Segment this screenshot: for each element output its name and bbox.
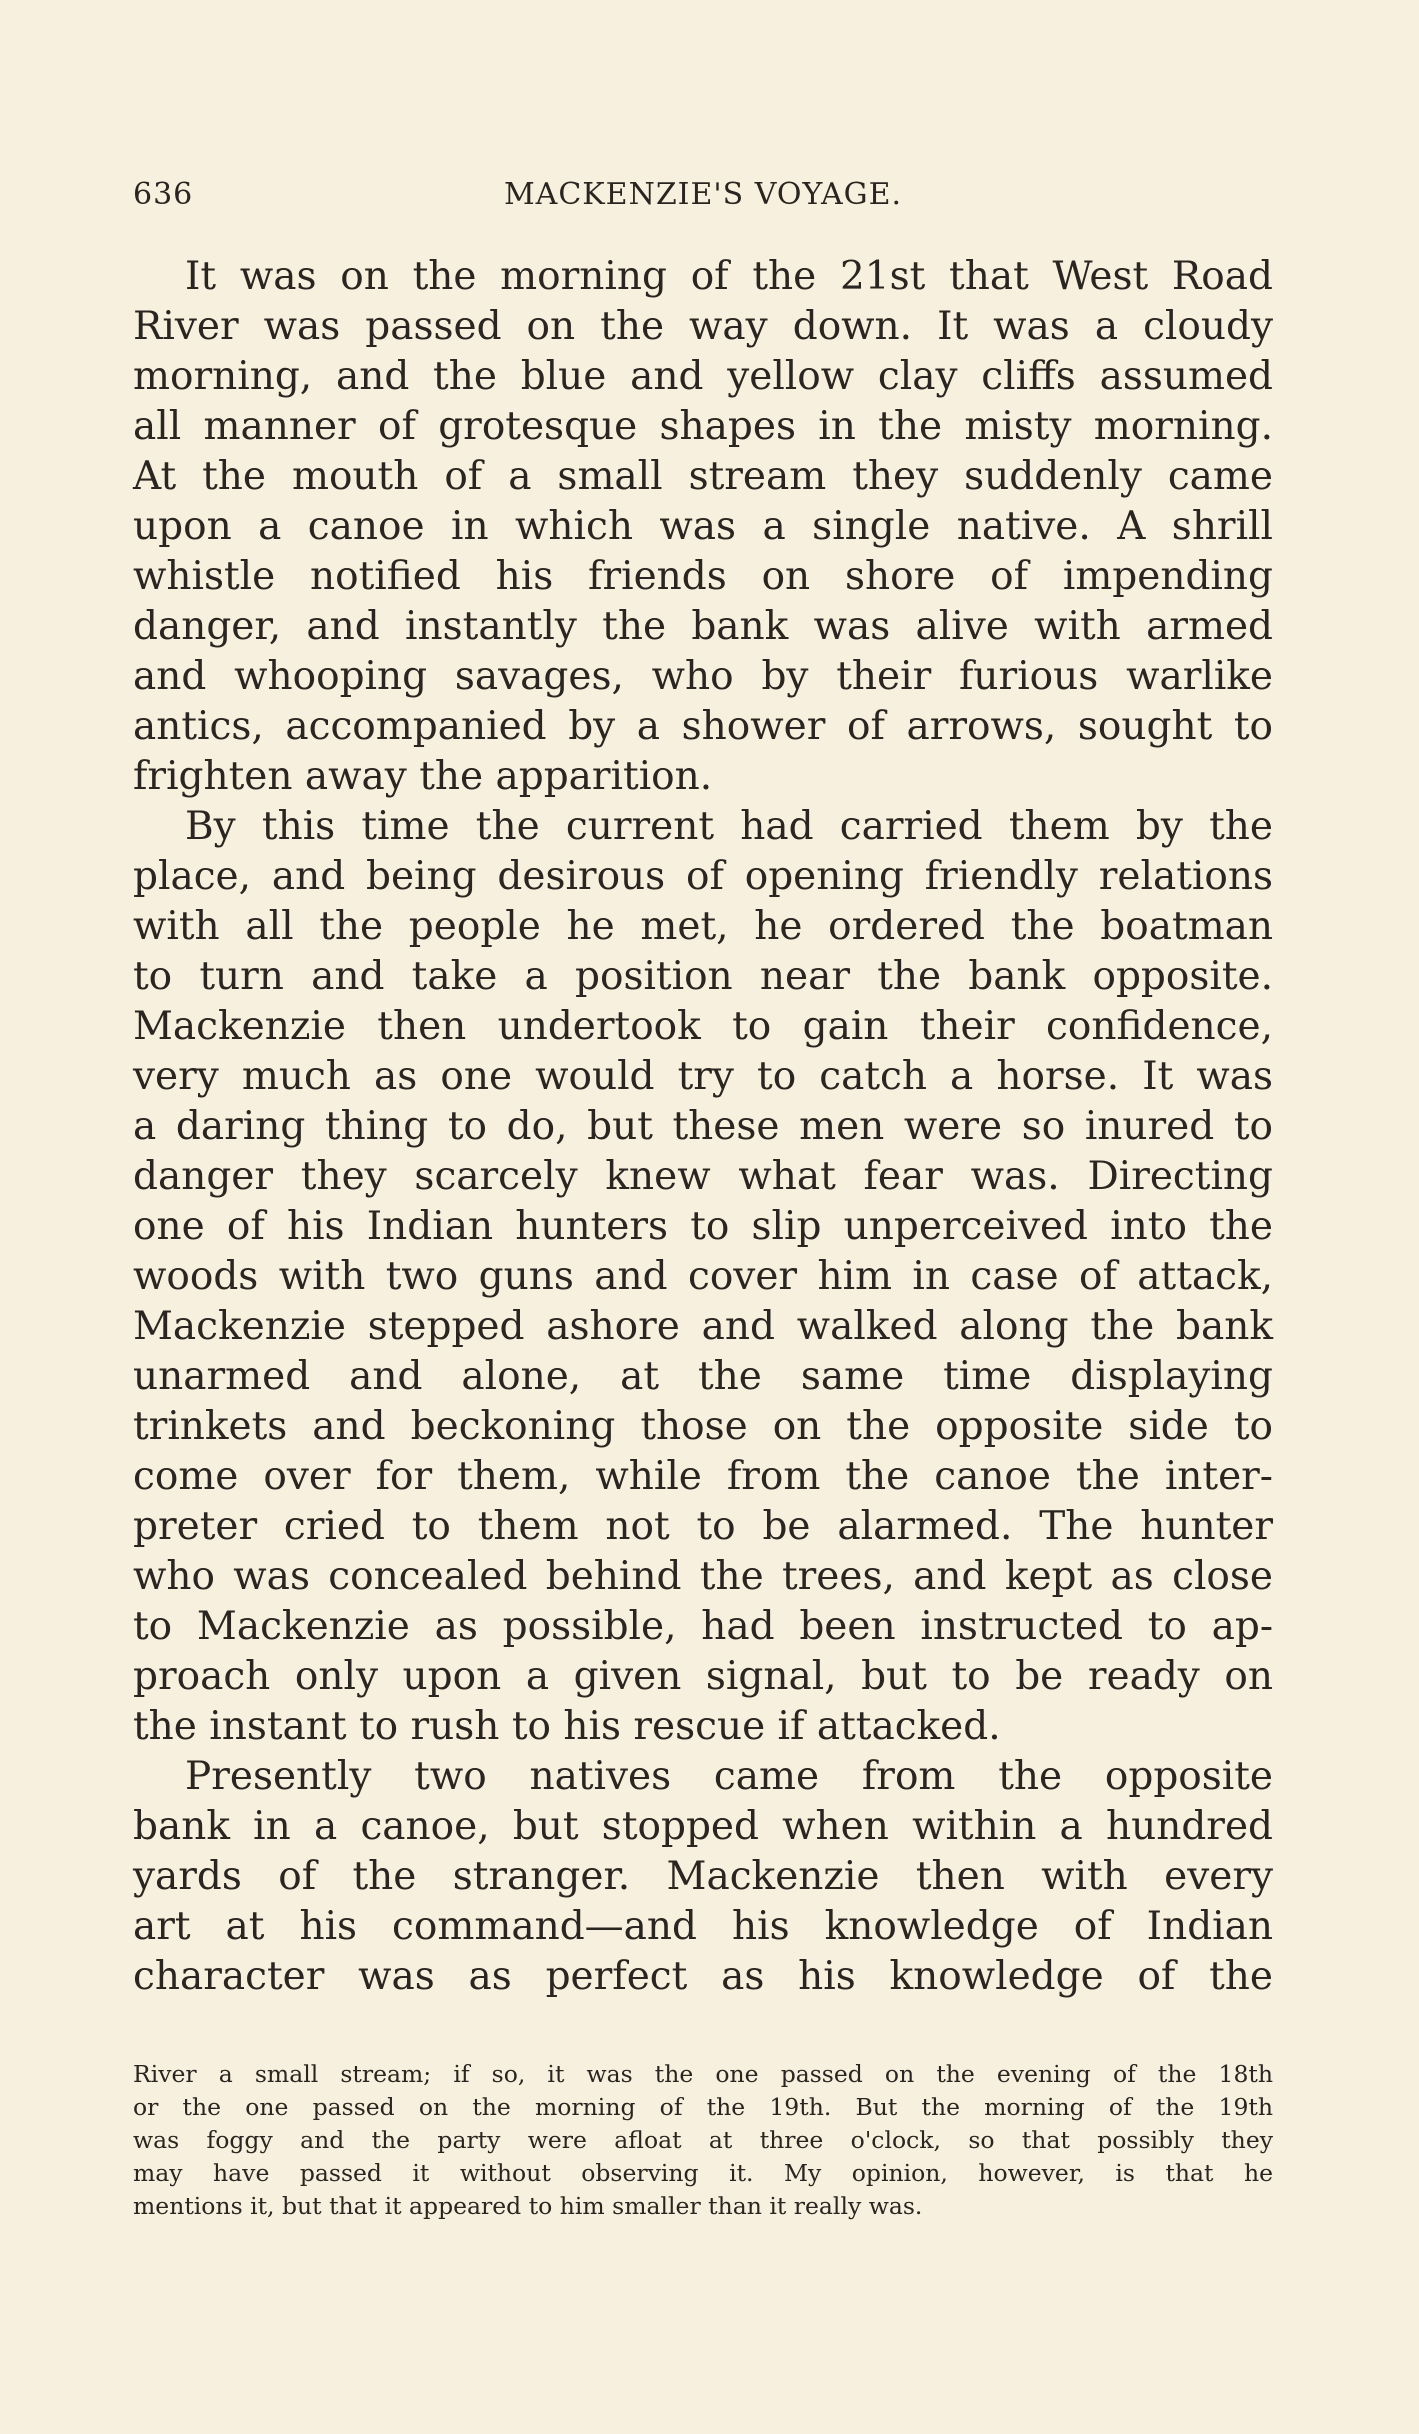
body-text	[133, 252, 1273, 2002]
text-line: one of his Indian hunters to slip unperceived into the	[133, 1204, 1273, 1249]
text-line: come over for them, while from the canoe the inter-	[133, 1454, 1273, 1499]
text-line: woods with two guns and cover him in case of attack,	[133, 1254, 1273, 1299]
text-line: danger they scarcely knew what fear was. Directing	[133, 1154, 1273, 1199]
footnote-line: River a small stream; if so, it was the one passed on the evening of the 18th	[133, 2060, 1273, 2088]
text-line: River was passed on the way down. It was a cloudy	[133, 304, 1273, 349]
text-line: character was as perfect as his knowledge of the	[133, 1954, 1273, 1999]
text-line: morning, and the blue and yellow clay cliffs assumed	[133, 354, 1273, 399]
footnote	[133, 2058, 1273, 2223]
text-line: antics, accompanied by a shower of arrows, sought to	[133, 704, 1273, 749]
text-line: danger, and instantly the bank was alive with armed	[133, 604, 1273, 649]
text-line: frighten away the apparition.	[133, 754, 713, 799]
text-line: with all the people he met, he ordered the boatman	[133, 904, 1273, 949]
text-line: to turn and take a position near the bank opposite.	[133, 954, 1273, 999]
text-line: a daring thing to do, but these men were so inured to	[133, 1104, 1273, 1149]
text-line: Presently two natives came from the opposite	[185, 1754, 1273, 1799]
text-line: By this time the current had carried them by the	[185, 804, 1273, 849]
text-line: to Mackenzie as possible, had been instructed to ap-	[133, 1604, 1273, 1649]
text-line: trinkets and beckoning those on the opposite side to	[133, 1404, 1273, 1449]
text-line: place, and being desirous of opening friendly relations	[133, 854, 1273, 899]
text-line: Mackenzie then undertook to gain their confidence,	[133, 1004, 1273, 1049]
text-line: upon a canoe in which was a single native. A shrill	[133, 504, 1273, 549]
text-line: and whooping savages, who by their furious warlike	[133, 654, 1273, 699]
text-line: It was on the morning of the 21st that West Road	[185, 254, 1273, 299]
running-head	[133, 177, 1273, 217]
footnote-line: may have passed it without observing it. My opinion, however, is that he	[133, 2159, 1273, 2187]
footnote-line: or the one passed on the morning of the 19th. But the morning of the 19th	[133, 2093, 1273, 2121]
text-line: all manner of grotesque shapes in the misty morning.	[133, 404, 1273, 449]
text-line: At the mouth of a small stream they suddenly came	[133, 454, 1273, 499]
text-line: who was concealed behind the trees, and kept as close	[133, 1554, 1273, 1599]
text-line: very much as one would try to catch a horse. It was	[133, 1054, 1273, 1099]
text-line: proach only upon a given signal, but to be ready on	[133, 1654, 1273, 1699]
footnote-line: mentions it, but that it appeared to him smaller than it really was.	[133, 2192, 923, 2220]
text-line: preter cried to them not to be alarmed. The hunter	[133, 1504, 1273, 1549]
text-line: the instant to rush to his rescue if attacked.	[133, 1704, 1001, 1749]
text-line: Mackenzie stepped ashore and walked along the bank	[133, 1304, 1273, 1349]
page-number: 636	[133, 177, 194, 212]
text-line: yards of the stranger. Mackenzie then with every	[133, 1854, 1273, 1899]
text-line: bank in a canoe, but stopped when within a hundred	[133, 1804, 1273, 1849]
footnote-line: was foggy and the party were afloat at three o'clock, so that possibly they	[133, 2126, 1273, 2154]
text-line: art at his command—and his knowledge of Indian	[133, 1904, 1273, 1949]
text-line: whistle notified his friends on shore of impending	[133, 554, 1273, 599]
running-title: MACKENZIE'S VOYAGE.	[503, 177, 903, 212]
text-line: unarmed and alone, at the same time displaying	[133, 1354, 1273, 1399]
